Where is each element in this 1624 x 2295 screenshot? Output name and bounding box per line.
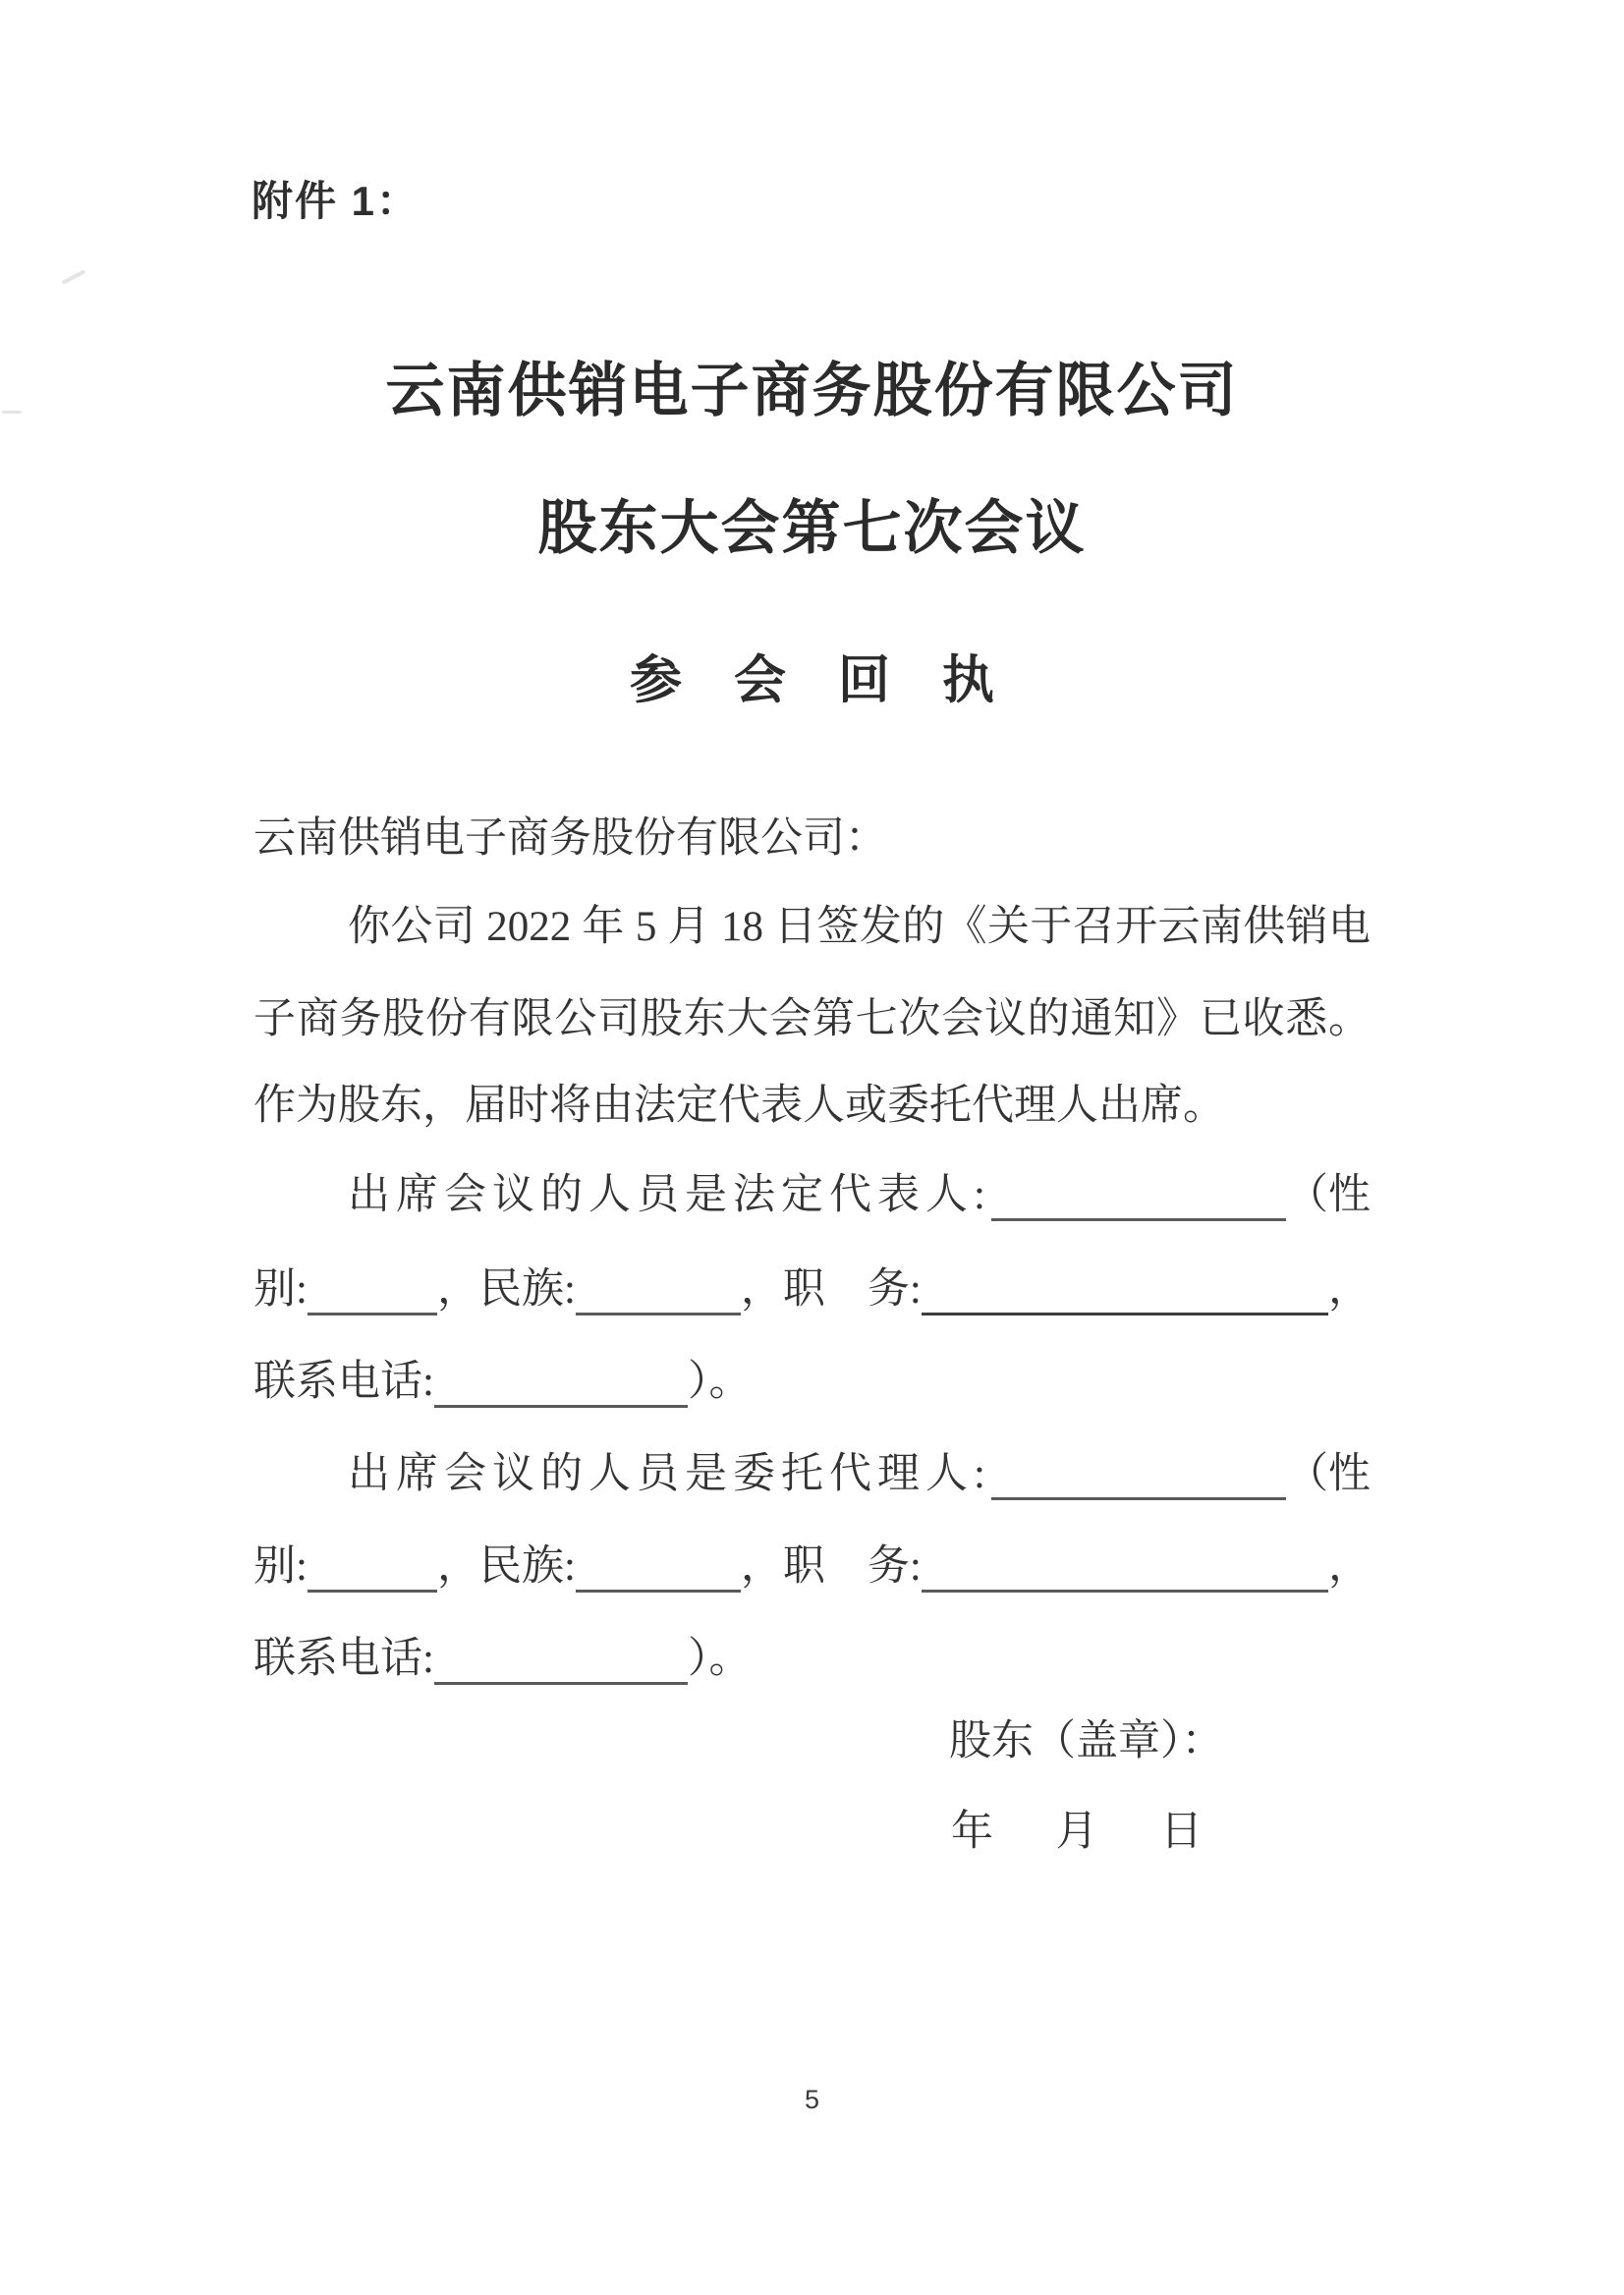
- duty-blank: [922, 1263, 1328, 1315]
- legal-rep-line-3: [253, 1356, 751, 1408]
- proxy-name-blank: [991, 1448, 1286, 1500]
- closing-paren: ）。: [687, 1359, 752, 1405]
- trailing-comma: ，: [1328, 1543, 1371, 1590]
- paragraph-line-2: 子商务股份有限公司股东大会第七次会议的通知》已收悉。: [253, 996, 1371, 1042]
- ethnic-label: ，民族:: [436, 1543, 576, 1590]
- scan-artifact: [62, 269, 86, 285]
- phone-blank: [434, 1356, 688, 1408]
- year-label: 年: [951, 1809, 993, 1855]
- closing-paren: ）。: [687, 1636, 752, 1682]
- month-label: 月: [1055, 1809, 1098, 1855]
- paragraph-line-3: 作为股东，届时将由法定代表人或委托代理人出席。: [253, 1083, 1225, 1129]
- proxy-lead: 出席会议的人员是委托代理人:: [348, 1451, 991, 1497]
- sex-blank: [308, 1540, 437, 1593]
- sex-label: 别:: [253, 1266, 308, 1313]
- phone-label: 联系电话:: [253, 1359, 434, 1405]
- legal-rep-paren-sex: （性: [1286, 1172, 1371, 1218]
- legal-rep-name-blank: [991, 1169, 1286, 1221]
- proxy-line-1: [348, 1448, 1371, 1500]
- ethnic-blank: [576, 1540, 741, 1593]
- duty-label: ，职 务:: [740, 1266, 922, 1313]
- reply-slip-heading: 参 会 回 执: [630, 652, 994, 709]
- shareholder-stamp-label: 股东（盖章）：: [949, 1718, 1224, 1764]
- proxy-line-2: [253, 1540, 1371, 1593]
- ethnic-label: ，民族:: [436, 1266, 576, 1313]
- legal-rep-line-1: [348, 1169, 1371, 1221]
- legal-rep-line-2: [253, 1263, 1371, 1315]
- document-title-line1: 云南供销电子商务股份有限公司: [385, 359, 1239, 423]
- sex-blank: [308, 1263, 437, 1315]
- salutation: 云南供销电子商务股份有限公司：: [253, 815, 887, 862]
- ethnic-blank: [576, 1263, 741, 1315]
- proxy-paren-sex: （性: [1286, 1451, 1371, 1497]
- sex-label: 别:: [253, 1543, 308, 1590]
- page-number: 5: [804, 2085, 820, 2114]
- document-title-line2: 股东大会第七次会议: [537, 496, 1087, 561]
- trailing-comma: ，: [1328, 1266, 1371, 1313]
- attachment-label: 附件 1：: [252, 178, 420, 224]
- phone-label: 联系电话:: [253, 1636, 434, 1682]
- proxy-line-3: [253, 1633, 751, 1685]
- legal-rep-lead: 出席会议的人员是法定代表人:: [348, 1172, 991, 1218]
- duty-blank: [922, 1540, 1328, 1593]
- duty-label: ，职 务:: [740, 1543, 922, 1590]
- day-label: 日: [1160, 1809, 1203, 1855]
- paragraph-line-1: 你公司 2022 年 5 月 18 日签发的《关于召开云南供销电: [348, 904, 1371, 950]
- date-line: [951, 1798, 1203, 1858]
- phone-blank: [434, 1633, 688, 1685]
